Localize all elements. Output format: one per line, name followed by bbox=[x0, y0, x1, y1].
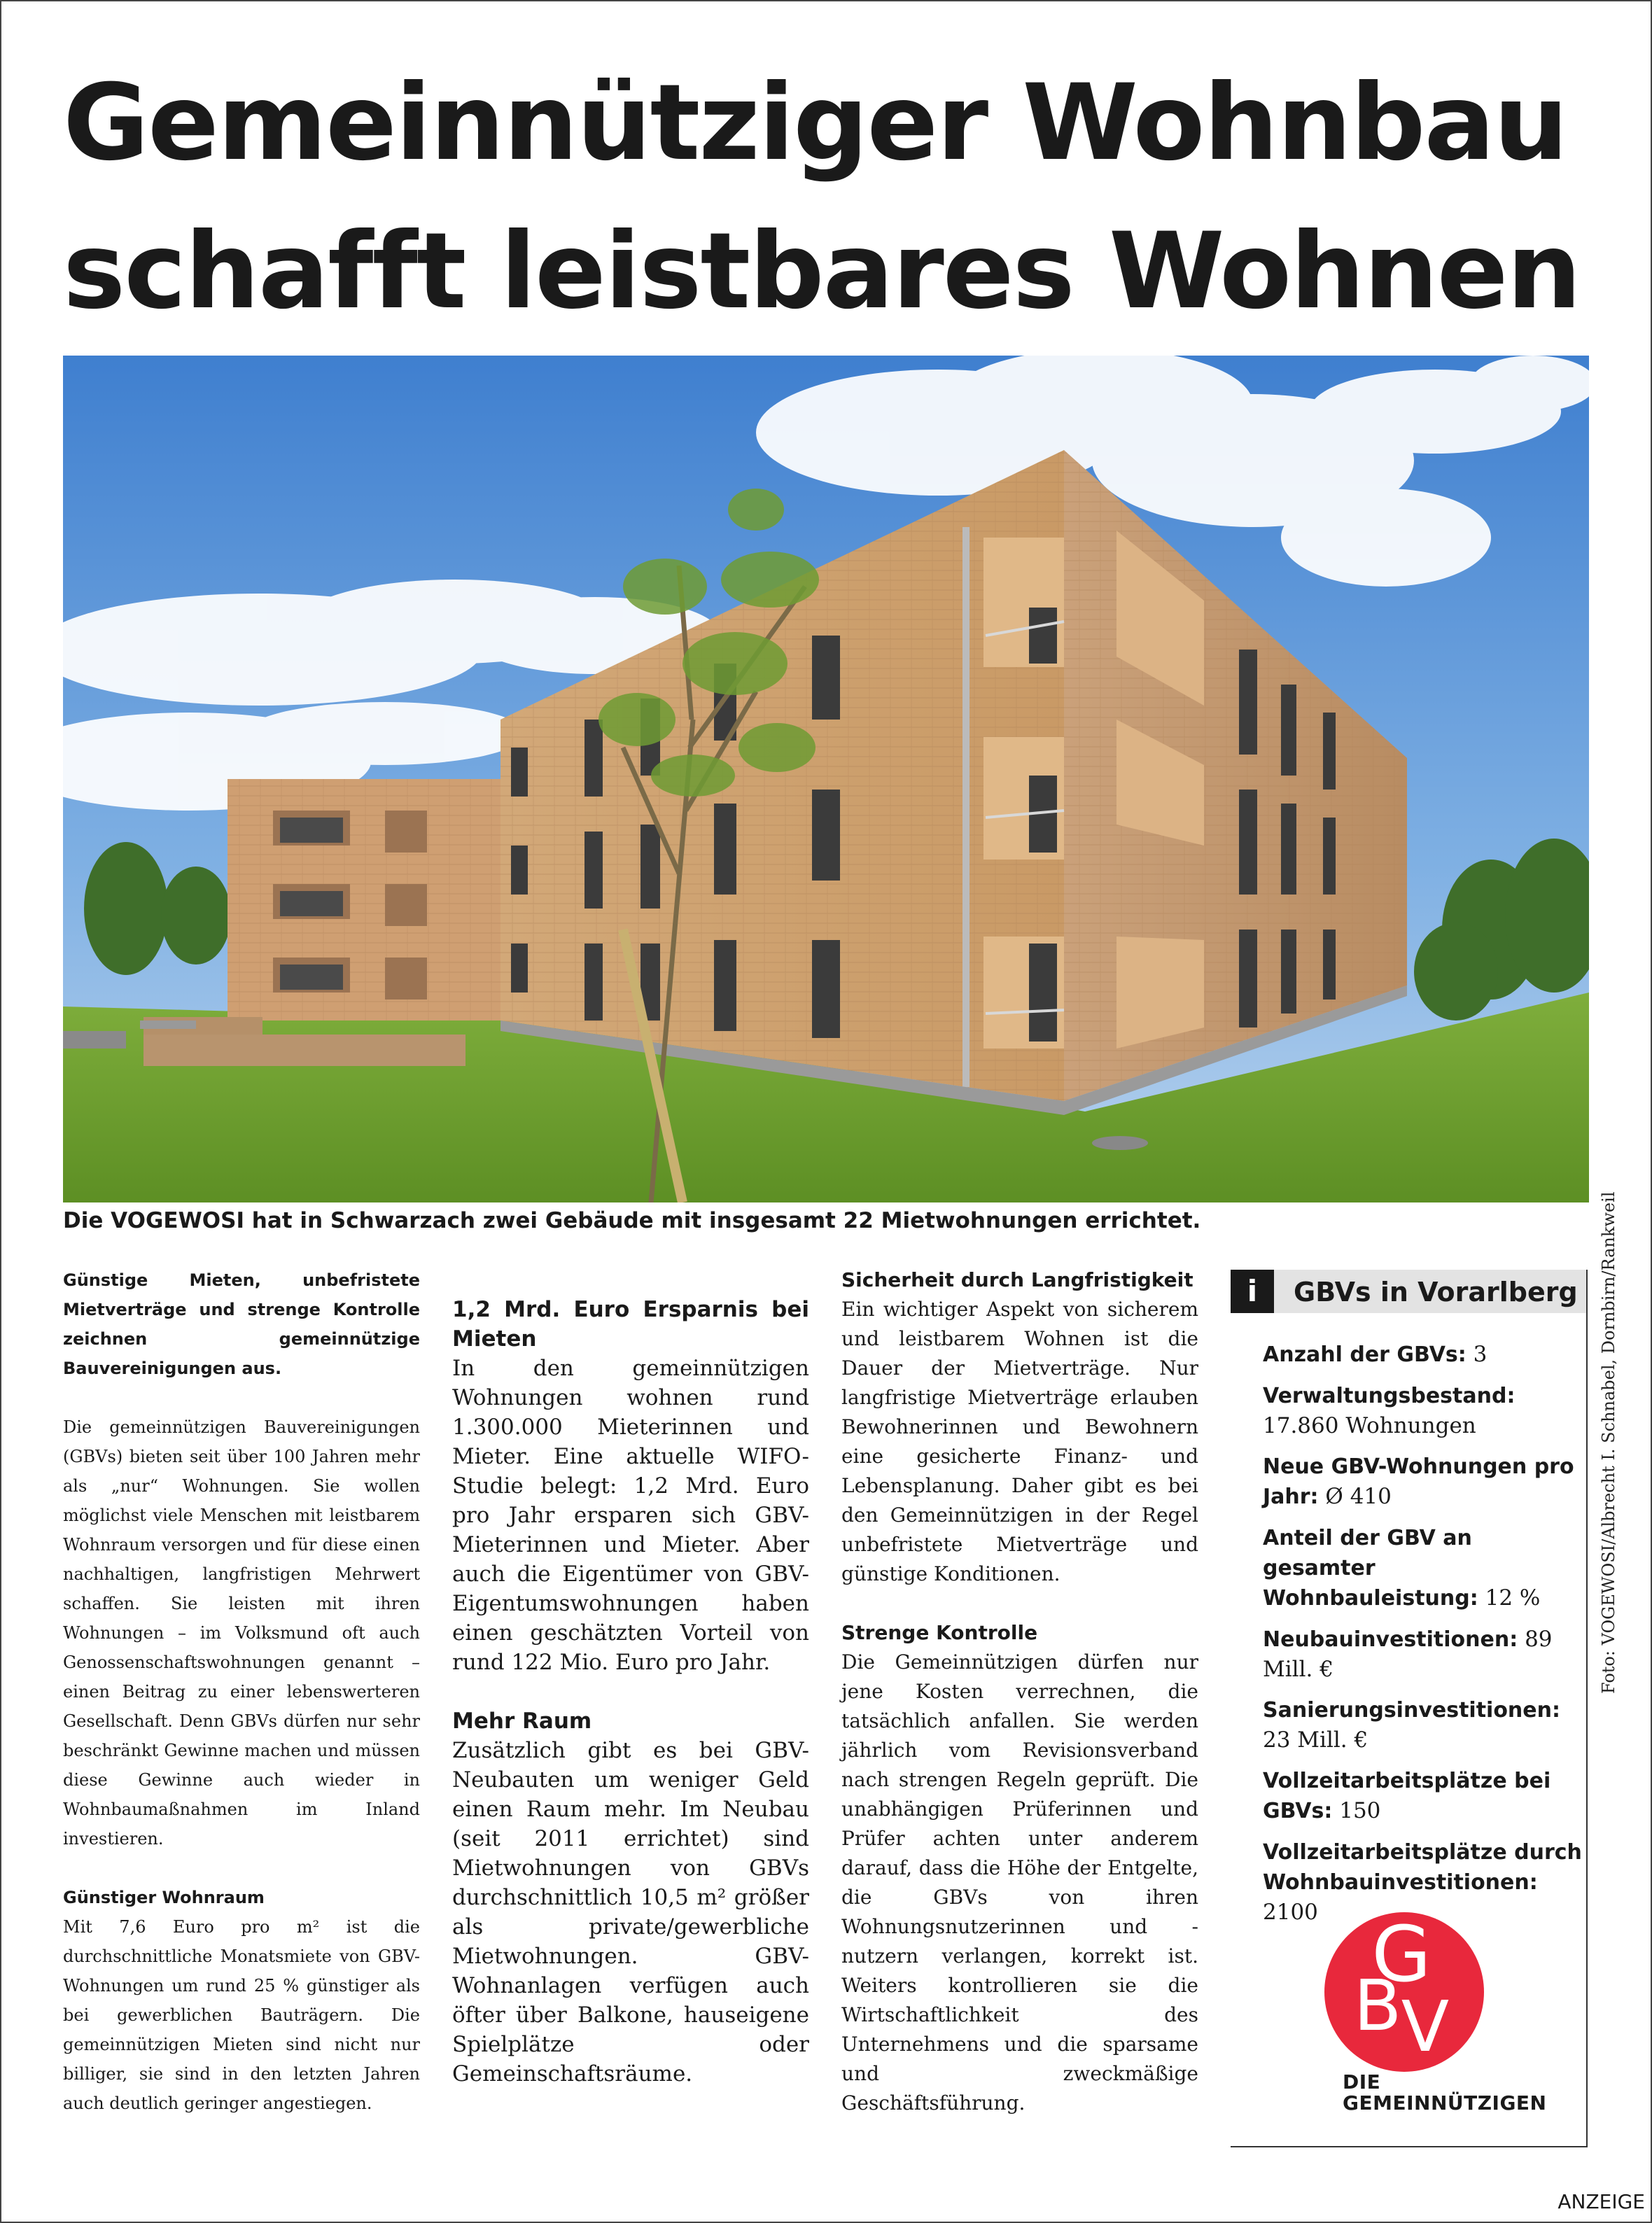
info-fact-label: Verwaltungsbestand: bbox=[1263, 1384, 1516, 1408]
ad-label: ANZEIGE bbox=[1558, 2190, 1645, 2213]
info-box-header bbox=[1231, 1270, 1586, 1313]
paragraph-guenstiger-wohnraum: Mit 7,6 Euro pro m² ist die durchschnittliche Monatsmiete von GBV-Wohnungen um rund 25 % günstiger als bei gewerblichen Bauträgern. Die gemeinnützigen Mieten sind nicht nur billiger, sie sind in den letzten Jahren auch deutlich geringer angestiegen. bbox=[63, 1917, 420, 2113]
gbv-logo-wordmark bbox=[1343, 2072, 1567, 2114]
logo-text-line-2: GEMEINNÜTZIGEN bbox=[1343, 2091, 1547, 2115]
paragraph-mehr-raum: Zusätzlich gibt es bei GBV-Neubauten um weniger Geld einen Raum mehr. Im Neubau (seit 2011 errichtet) sind Mietwohnungen von GBVs durchschnittlich 10,5 m² größer als private/gewerbliche Mietwohnungen. GBV-Wohnanlagen verfügen auch öfter über Balkone, hauseigene Spielplätze oder Gemeinschaftsräume. bbox=[452, 1738, 809, 2087]
info-fact-value: 150 bbox=[1339, 1798, 1381, 1823]
headline-line-1: Gemeinnütziger Wohnbau bbox=[63, 62, 1567, 184]
photo-credit: Foto: VOGEWOSI/Albrecht I. Schnabel, Dornbirn/Rankweil bbox=[1599, 1191, 1618, 1694]
info-fact bbox=[1263, 1381, 1585, 1440]
building-photo bbox=[63, 356, 1589, 1202]
article-paragraph-intro: Die gemeinnützigen Bauvereinigungen (GBVs) bieten seit über 100 Jahren mehr als „nur“ Wohnungen. Sie wollen möglichst viele Menschen mit leistbarem Wohnraum versorgen und für diese einen nachhaltigen, langfristigen Mehrwert schaffen. Sie leisten mit ihren Wohnungen – im Volksmund oft auch Genossenschaftswohnungen genannt – einen Beitrag zu einer lebenswerteren Gesellschaft. Denn GBVs dürfen nur sehr beschränkt Gewinne machen und müssen diese Gewinne auch wieder in Wohnbaumaßnahmen im Inland investieren. bbox=[63, 1417, 420, 1849]
photo-caption: Die VOGEWOSI hat in Schwarzach zwei Gebäude mit insgesamt 22 Mietwohnungen errichtet. bbox=[63, 1208, 1201, 1233]
text-column-3 bbox=[841, 1265, 1198, 2118]
headline-line-2: schafft leistbares Wohnen bbox=[63, 211, 1581, 332]
heading-guenstiger-wohnraum: Günstiger Wohnraum bbox=[63, 1888, 265, 1907]
heading-mehr-raum: Mehr Raum bbox=[452, 1709, 592, 1734]
info-fact-value: 2100 bbox=[1263, 1900, 1318, 1925]
info-fact-label: Anzahl der GBVs: bbox=[1263, 1342, 1466, 1367]
info-fact-value: 17.860 Wohnungen bbox=[1263, 1413, 1476, 1438]
info-fact bbox=[1263, 1523, 1585, 1613]
info-facts-list bbox=[1263, 1340, 1585, 1938]
info-fact-value: 23 Mill. € bbox=[1263, 1727, 1368, 1753]
info-fact bbox=[1263, 1340, 1585, 1370]
info-fact-label: Neue GBV-Wohnungen pro Jahr: bbox=[1263, 1454, 1574, 1509]
info-fact-value: 3 bbox=[1473, 1342, 1488, 1367]
info-fact-label: Vollzeitarbeitsplätze bei GBVs: bbox=[1263, 1769, 1551, 1823]
info-fact bbox=[1263, 1452, 1585, 1512]
info-icon: i bbox=[1231, 1270, 1274, 1313]
gbv-logo-letter-v: V bbox=[1401, 1986, 1450, 2068]
text-column-1 bbox=[63, 1265, 420, 2118]
heading-ersparnis: 1,2 Mrd. Euro Ersparnis bei Mieten bbox=[452, 1297, 809, 1352]
gbv-logo-letter-g: G bbox=[1371, 1911, 1432, 1999]
paragraph-ersparnis: In den gemeinnützigen Wohnungen wohnen rund 1.300.000 Mieterinnen und Mieter. Eine aktuelle WIFO-Studie belegt: 1,2 Mrd. Euro pro Jahr ersparen sich GBV-Mieterinnen und Mieter. Aber auch die Eigentümer von GBV-Eigentumswohnungen haben einen geschätzten Vorteil von rund 122 Mio. Euro pro Jahr. bbox=[452, 1356, 809, 1675]
gbv-logo-letter-b: B bbox=[1353, 1965, 1402, 2047]
info-fact-label: Vollzeitarbeitsplätze durch Wohnbauinvestitionen: bbox=[1263, 1840, 1582, 1895]
info-fact-value: 89 Mill. € bbox=[1263, 1627, 1553, 1682]
info-fact-label: Neubauinvestitionen: bbox=[1263, 1627, 1518, 1652]
logo-text-line-1: DIE bbox=[1343, 2070, 1381, 2094]
headline bbox=[63, 49, 1589, 346]
article-lead: Günstige Mieten, unbefristete Mietverträge und strenge Kontrolle zeichnen gemeinnützige Bauvereinigungen aus. bbox=[63, 1270, 420, 1378]
text-column-2 bbox=[452, 1265, 809, 2089]
info-fact bbox=[1263, 1695, 1585, 1755]
info-fact-label: Anteil der GBV an gesamter Wohnbauleistung: bbox=[1263, 1526, 1478, 1611]
paragraph-sicherheit: Ein wichtiger Aspekt von sicherem und leistbarem Wohnen ist die Dauer der Mietverträge. Nur langfristige Mietverträge erlauben Bewohnerinnen und Bewohnern eine gesicherte Finanz- und Lebensplanung. Daher gibt es bei den Gemeinnützigen in der Regel unbefristete Mietverträge und günstige Konditionen. bbox=[841, 1298, 1198, 1585]
info-fact-label: Sanierungsinvestitionen: bbox=[1263, 1698, 1560, 1723]
paragraph-strenge-kontrolle: Die Gemeinnützigen dürfen nur jene Kosten verrechnen, die tatsächlich anfallen. Sie werden jährlich vom Revisionsverband nach strengen Regeln geprüft. Die unabhängigen Prüferinnen und Prüfer achten unter anderem darauf, dass die Höhe der Entgelte, die GBVs von ihren Wohnungsnutzerinnen und -nutzern verlangen, korrekt ist. Weiters kontrollieren sie die Wirtschaftlichkeit des Unternehmens und die sparsame und zweckmäßige Geschäftsführung. bbox=[841, 1650, 1198, 2115]
info-box-title: GBVs in Vorarlberg bbox=[1294, 1277, 1578, 1307]
heading-sicherheit: Sicherheit durch Langfristigkeit bbox=[841, 1268, 1194, 1291]
heading-strenge-kontrolle: Strenge Kontrolle bbox=[841, 1621, 1038, 1644]
info-fact bbox=[1263, 1625, 1585, 1684]
info-fact-value: Ø 410 bbox=[1325, 1484, 1392, 1509]
info-fact bbox=[1263, 1766, 1585, 1826]
gbv-logo bbox=[1323, 1911, 1485, 2073]
info-fact-value: 12 % bbox=[1485, 1585, 1541, 1611]
